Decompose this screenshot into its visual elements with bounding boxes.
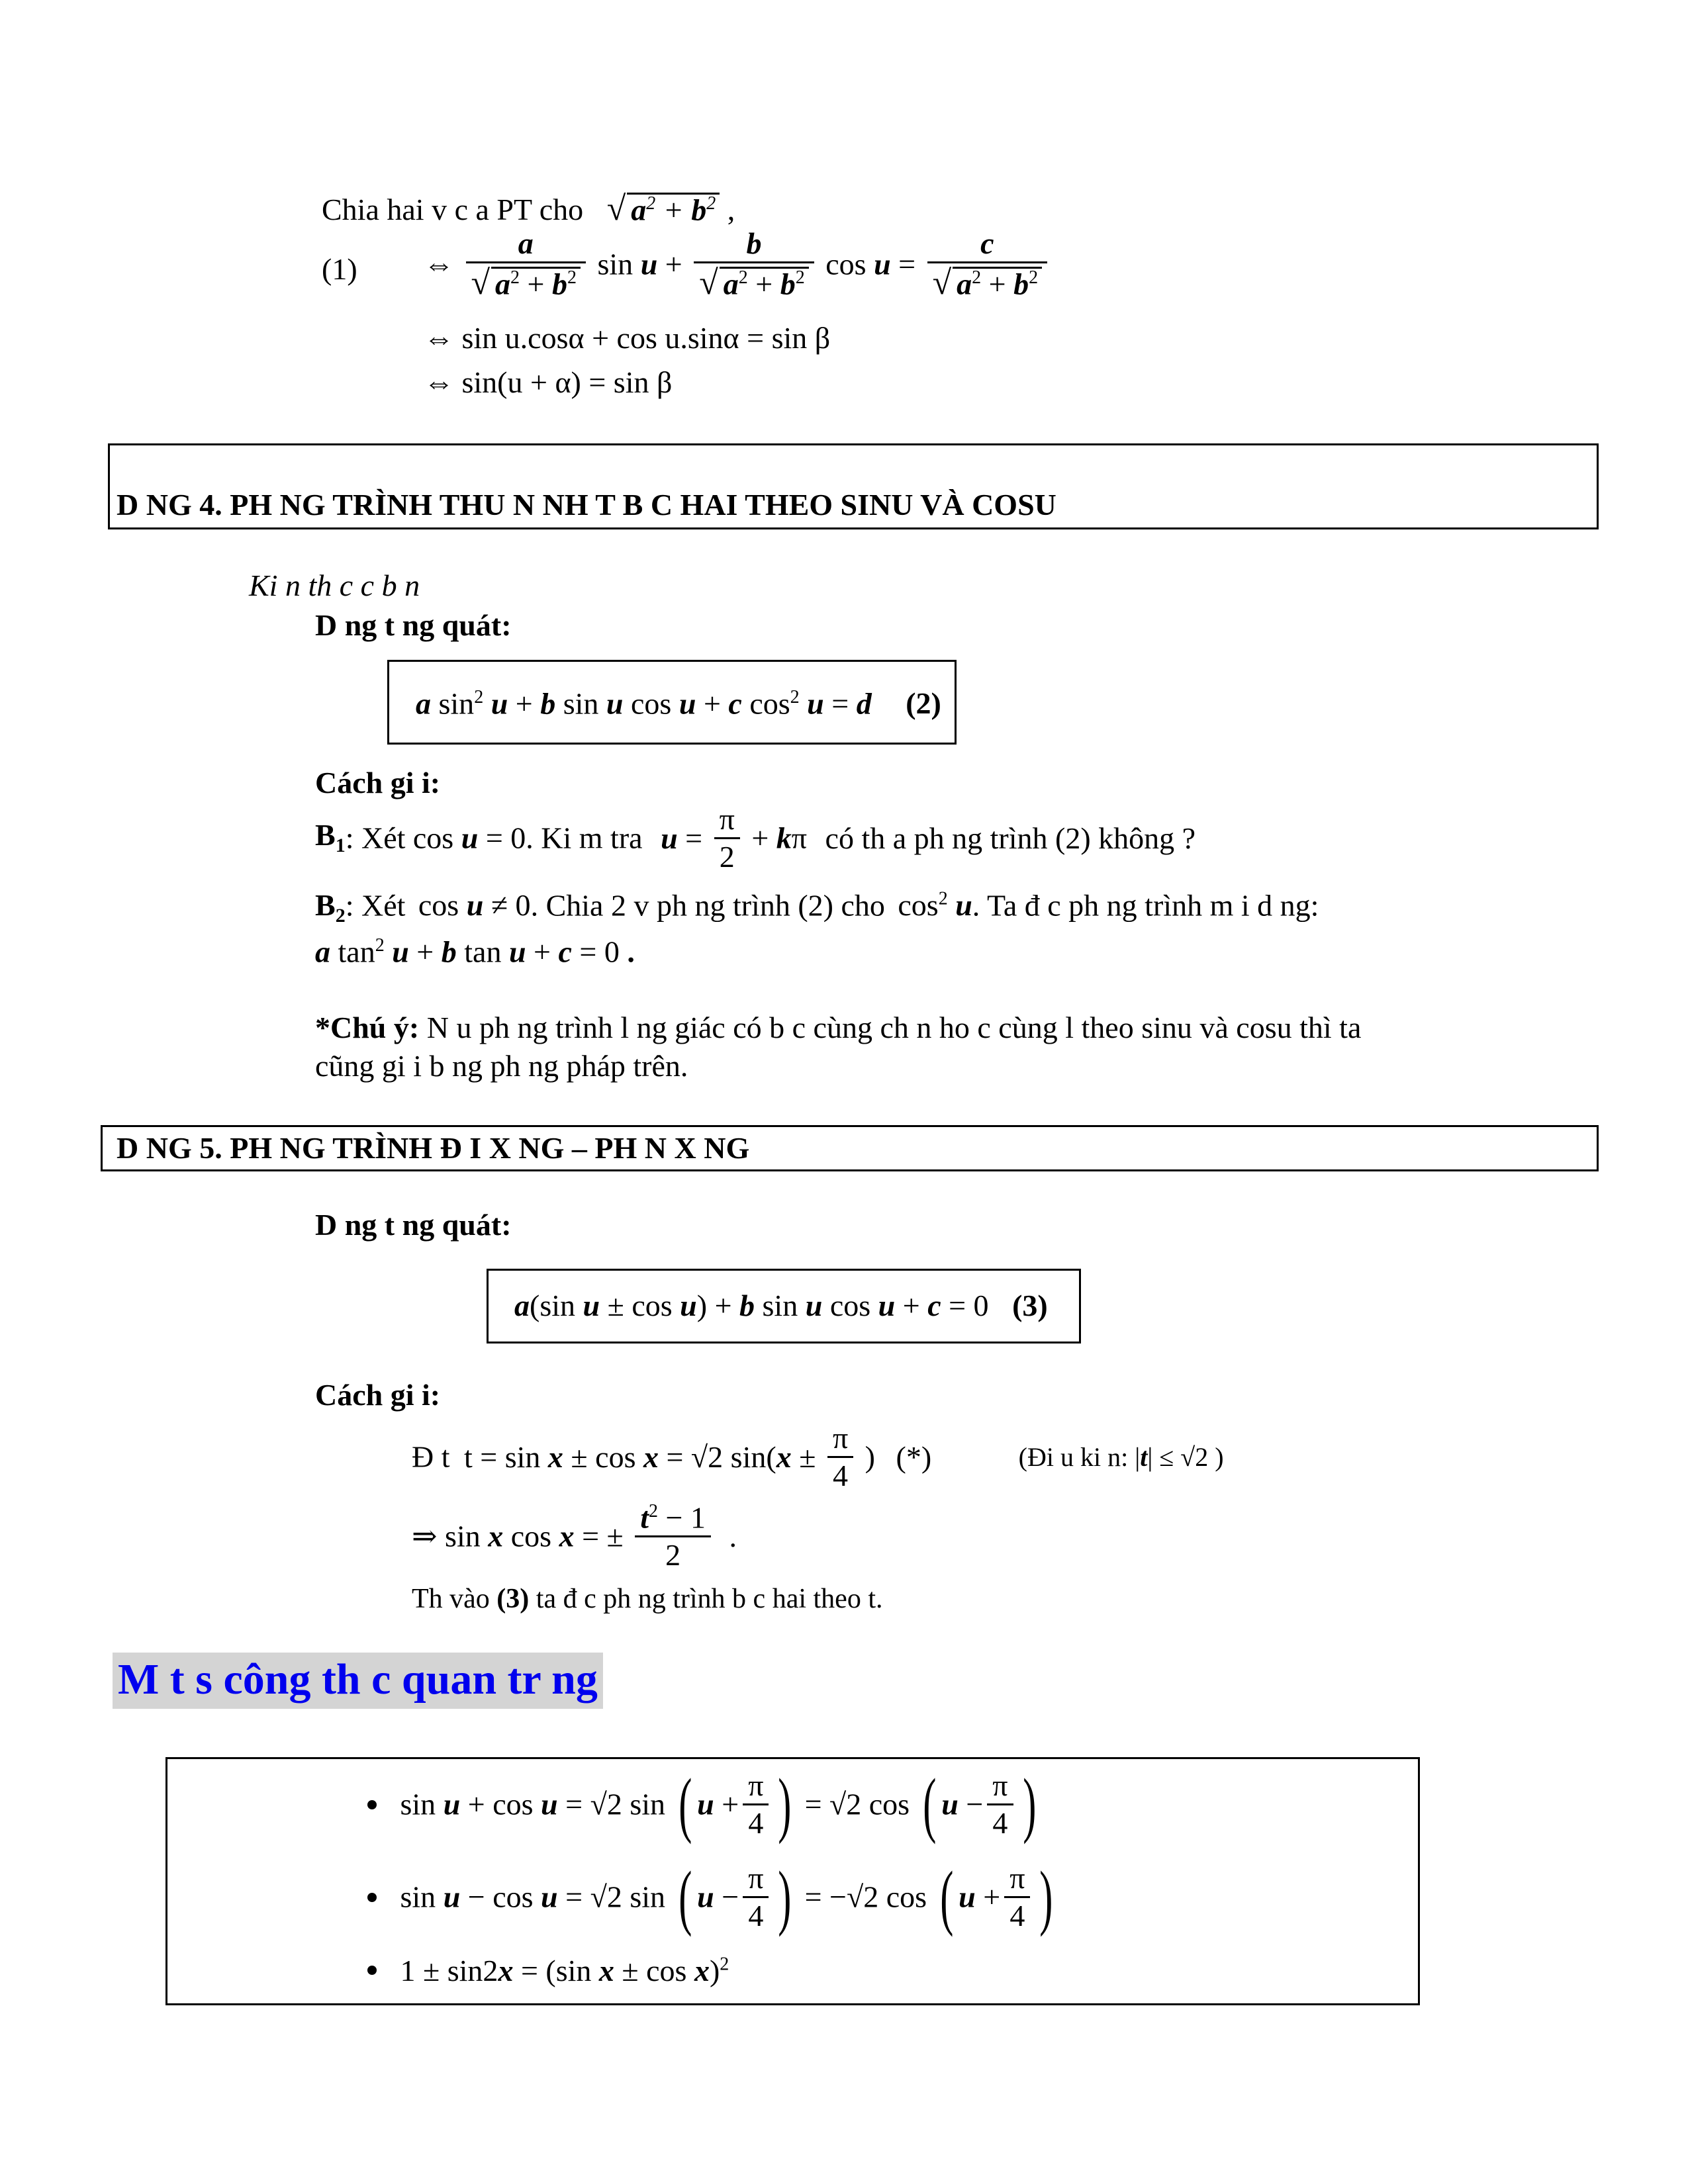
dang4-b2: $B_2$: Xét cos u ≠ 0. Chia 2 v ph ng trình (2) cho $\cos^2 u$. Ta đ c ph ng trình m i d ng: <box>315 888 1319 927</box>
b2-label: B <box>315 888 336 923</box>
dang4-eq-label: (2) <box>906 686 941 721</box>
dang4-chu-y-2: cũng gi i b ng ph ng pháp trên. <box>315 1049 688 1083</box>
b2-text-b: . Chia 2 v ph ng trình (2) cho <box>530 888 885 923</box>
formulas-heading-text: M t s công th c quan tr ng <box>113 1653 603 1709</box>
thay-rest: ta đ c ph ng trình b c hai theo t. <box>536 1584 883 1614</box>
dang5-eq-label: (3) <box>1012 1289 1048 1322</box>
dang5-suy-ra: ⇒ sin x cos x = ± $\frac{t^2 - 1}{2}$ . <box>412 1500 737 1572</box>
intro-line1 <box>322 192 735 226</box>
thay-ref: (3) <box>496 1584 530 1614</box>
dang4-title: D NG 4. PH NG TRÌNH THU N NH T B C HAI THEO SINU VÀ COSU <box>117 488 1056 522</box>
b2-text-a: : Xét <box>345 888 406 923</box>
bullet-icon <box>367 1966 377 1975</box>
b2-text-c: . Ta đ c ph ng trình m i d ng: <box>972 888 1319 923</box>
dang5-cach-giai: Cách gi i: <box>315 1378 441 1412</box>
frac-a: $\frac{a}{√ a^2 + b^2}$ <box>466 228 586 300</box>
dang4-equation: a $\sin^2 u + b$ sin u cos u + c $\cos^2 u = d$ (2) <box>416 686 941 721</box>
dang4-b1: $B_1$: Xét cos u = 0. Ki m tra u = $\frac{\pi}{2}$ + kπ có th a ph ng trình (2) không ? <box>315 802 1196 874</box>
dang4-b2-result: a $\tan^2 u + b$ tan u + c = 0 . <box>315 934 635 969</box>
frac-a-num: a <box>518 226 534 260</box>
thay-label: Th vào <box>412 1584 490 1614</box>
formulas-heading <box>113 1655 603 1705</box>
chu-y-label: *Chú ý: <box>315 1011 420 1044</box>
intro-step1-equation: ⇔ $\frac{a}{√ a^2 + b^2}$ sin u + $\frac{b}{√ a^2 + b^2}$ cos u = $\frac{c}{√ a^2 + b^2}$ <box>424 228 1051 300</box>
b1-label: B <box>315 818 336 852</box>
bullet-icon <box>367 1893 377 1902</box>
intro-line1-text: Chia hai v c a PT cho <box>322 193 584 226</box>
dang4-cach-giai: Cách gi i: <box>315 766 441 799</box>
intro-line1-end: , <box>727 193 735 226</box>
sqrt-a2-b2: √ $a^2 + b^2$ <box>607 193 727 226</box>
b1-text-c: có th a ph ng trình (2) không ? <box>825 821 1196 855</box>
intro-step3: ⇔ sin(u + α) = sin β <box>424 365 673 399</box>
b1-sub: 1 <box>335 835 346 857</box>
dang5-title: D NG 5. PH NG TRÌNH Đ I X NG – PH N X NG <box>117 1131 750 1165</box>
frac-c-num: c <box>980 226 994 260</box>
dang4-dang-tong-quat: D ng t ng quát: <box>315 608 512 642</box>
b2-sub: 2 <box>335 905 346 927</box>
dat-label: Đ t <box>412 1439 450 1474</box>
frac-c: $\frac{c}{√ a^2 + b^2}$ <box>927 228 1048 300</box>
dang5-dat: Đ t t = sin x ± cos x = √2 sin(x ± $\frac{\pi}{4}$ ) (*) (Đi u ki n: |t| ≤ √2 ) <box>412 1421 1224 1492</box>
dang4-kien-thuc: Ki n th c c b n <box>249 569 420 602</box>
formula-1: sin u + cos u = √2 sin ( u + $\frac{\pi}{4}$ ) = √2 cos ( u − $\frac{\pi}{4}$ ) <box>367 1770 1041 1839</box>
dang5-thay <box>412 1585 883 1613</box>
b1-text-b: . Ki m tra <box>526 821 643 855</box>
dang5-dang-tong-quat: D ng t ng quát: <box>315 1208 512 1242</box>
frac-b: $\frac{b}{√ a^2 + b^2}$ <box>694 228 814 300</box>
dieu-kien-label: (Đi u ki n: <box>1018 1441 1129 1472</box>
chu-y-text: N u ph ng trình l ng giác có b c cùng ch n ho c cùng l theo sinu và cosu thì ta <box>426 1011 1362 1044</box>
intro-label-1: (1) <box>322 252 357 286</box>
frac-b-num: b <box>746 226 762 260</box>
formula-3: 1 ± sin2x = (sin x ± cos x)$^2$ <box>367 1952 729 1986</box>
dat-star: (*) <box>896 1439 932 1474</box>
sin-label: sin <box>597 247 633 281</box>
dang4-chu-y <box>315 1013 1361 1043</box>
formula-2: sin u − cos u = √2 sin ( u − $\frac{\pi}{4}$ ) = −√2 cos ( u + $\frac{\pi}{4}$ ) <box>367 1863 1058 1931</box>
intro-step2: ⇔ sin u.cosα + cos u.sinα = sin β <box>424 321 831 355</box>
dang5-equation: a(sin u ± cos u) + b sin u cos u + c = 0 (3) <box>514 1289 1048 1322</box>
bullet-icon <box>367 1800 377 1809</box>
cos-label: cos <box>825 247 867 281</box>
b1-text-a: : Xét <box>345 821 406 855</box>
